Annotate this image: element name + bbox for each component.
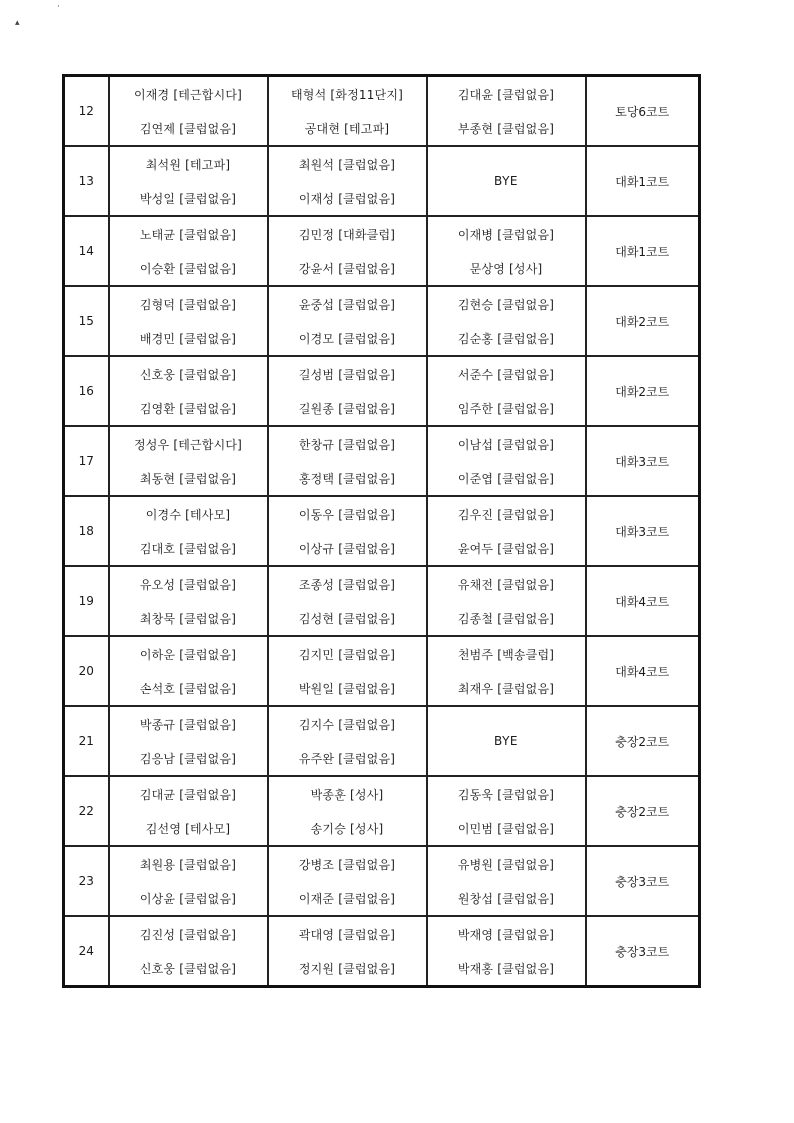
player-name: 최창묵 [클럽없음] — [139, 612, 237, 626]
team-pair — [269, 707, 426, 775]
team-pair — [428, 497, 585, 565]
player-name: 유주완 [클럽없음] — [298, 752, 396, 766]
team-cell — [427, 706, 586, 776]
player-name: 박재홍 [클럽없음] — [457, 962, 555, 976]
team-pair — [428, 217, 585, 285]
team-pair — [428, 847, 585, 915]
court-label: 충장2코트 — [615, 804, 670, 819]
player-name: 신호웅 [클럽없음] — [139, 368, 237, 382]
court-cell — [586, 916, 700, 987]
bracket-table — [62, 74, 701, 988]
bracket-body — [64, 76, 700, 987]
team-pair — [428, 287, 585, 355]
row-number-cell — [64, 916, 109, 987]
player-name: 윤여두 [클럽없음] — [457, 542, 555, 556]
row-number: 23 — [78, 874, 94, 888]
team-cell — [268, 636, 427, 706]
row-number-cell — [64, 636, 109, 706]
team-cell — [427, 776, 586, 846]
row-number-cell — [64, 776, 109, 846]
table-row — [64, 216, 700, 286]
team-pair — [269, 497, 426, 565]
row-number: 16 — [78, 384, 94, 398]
team-cell — [109, 356, 268, 426]
team-cell — [268, 146, 427, 216]
row-number: 14 — [78, 244, 94, 258]
row-number-cell — [64, 706, 109, 776]
row-number: 22 — [78, 804, 94, 818]
team-cell — [109, 76, 268, 147]
court-cell — [586, 356, 700, 426]
player-name: 한창규 [클럽없음] — [298, 438, 396, 452]
player-name: 서준수 [클럽없음] — [457, 368, 555, 382]
player-name: 유채전 [클럽없음] — [457, 578, 555, 592]
court-cell — [586, 776, 700, 846]
court-label: 토당6코트 — [615, 104, 670, 119]
court-cell — [586, 566, 700, 636]
team-pair — [428, 777, 585, 845]
team-cell — [268, 286, 427, 356]
player-name: 이상윤 [클럽없음] — [139, 892, 237, 906]
team-pair — [269, 637, 426, 705]
row-number-cell — [64, 356, 109, 426]
court-label: 대화2코트 — [615, 314, 670, 329]
row-number-cell — [64, 146, 109, 216]
team-cell — [268, 76, 427, 147]
court-cell — [586, 216, 700, 286]
court-cell — [586, 496, 700, 566]
team-cell — [427, 216, 586, 286]
player-name: 이상규 [클럽없음] — [298, 542, 396, 556]
player-name: 김선영 [테사모] — [145, 822, 231, 836]
team-pair — [428, 917, 585, 985]
row-number: 12 — [78, 104, 94, 118]
team-pair — [110, 567, 267, 635]
team-cell — [109, 286, 268, 356]
player-name: 김동욱 [클럽없음] — [457, 788, 555, 802]
player-name: 이준엽 [클럽없음] — [457, 472, 555, 486]
player-name: 박성일 [클럽없음] — [139, 192, 237, 206]
team-cell — [109, 496, 268, 566]
team-cell — [109, 846, 268, 916]
team-pair — [110, 147, 267, 215]
table-row — [64, 496, 700, 566]
team-pair — [110, 917, 267, 985]
team-pair — [269, 917, 426, 985]
player-name: 공대현 [테고파] — [304, 122, 390, 136]
player-name: 박원일 [클럽없음] — [298, 682, 396, 696]
player-name: 김대균 [클럽없음] — [139, 788, 237, 802]
team-pair — [428, 77, 585, 145]
player-name: 김응남 [클럽없음] — [139, 752, 237, 766]
player-name: 최동현 [클럽없음] — [139, 472, 237, 486]
table-row — [64, 776, 700, 846]
table-row — [64, 566, 700, 636]
court-label: 대화2코트 — [615, 384, 670, 399]
player-name: 김영환 [클럽없음] — [139, 402, 237, 416]
court-label: 대화4코트 — [615, 664, 670, 679]
team-cell — [427, 146, 586, 216]
player-name: 최석원 [테고파] — [145, 158, 231, 172]
team-cell — [268, 566, 427, 636]
court-label: 충장3코트 — [615, 874, 670, 889]
row-number-cell — [64, 496, 109, 566]
player-name: 길원종 [클럽없음] — [298, 402, 396, 416]
player-name: 김민정 [대화클럽] — [298, 228, 396, 242]
player-name: 신호웅 [클럽없음] — [139, 962, 237, 976]
court-cell — [586, 706, 700, 776]
player-name: 송기승 [성사] — [310, 822, 384, 836]
player-name: 원창섭 [클럽없음] — [457, 892, 555, 906]
player-name: 문상영 [성사] — [469, 262, 543, 276]
table-row — [64, 76, 700, 147]
table-row — [64, 426, 700, 496]
bye-label: BYE — [494, 174, 518, 188]
player-name: 김성현 [클럽없음] — [298, 612, 396, 626]
team-pair — [269, 567, 426, 635]
court-label: 대화3코트 — [615, 524, 670, 539]
court-label: 충장2코트 — [615, 734, 670, 749]
player-name: 김현승 [클럽없음] — [457, 298, 555, 312]
player-name: 윤중섭 [클럽없음] — [298, 298, 396, 312]
player-name: 홍정택 [클럽없음] — [298, 472, 396, 486]
court-label: 대화3코트 — [615, 454, 670, 469]
row-number-cell — [64, 566, 109, 636]
team-pair — [110, 357, 267, 425]
player-name: 김대윤 [클럽없음] — [457, 88, 555, 102]
team-pair — [110, 427, 267, 495]
player-name: 김종철 [클럽없음] — [457, 612, 555, 626]
scan-speck: · — [57, 2, 60, 12]
table-row — [64, 846, 700, 916]
team-pair — [110, 217, 267, 285]
court-label: 대화4코트 — [615, 594, 670, 609]
player-name: 최재우 [클럽없음] — [457, 682, 555, 696]
team-cell — [109, 426, 268, 496]
player-name: 정성우 [테근합시다] — [133, 438, 243, 452]
team-pair — [269, 847, 426, 915]
player-name: 천범주 [백송클럽] — [457, 648, 555, 662]
row-number: 24 — [78, 944, 94, 958]
court-cell — [586, 636, 700, 706]
player-name: 김순홍 [클럽없음] — [457, 332, 555, 346]
team-cell — [268, 216, 427, 286]
player-name: 이동우 [클럽없음] — [298, 508, 396, 522]
row-number: 17 — [78, 454, 94, 468]
team-cell — [427, 76, 586, 147]
player-name: 이민범 [클럽없음] — [457, 822, 555, 836]
player-name: 손석호 [클럽없음] — [139, 682, 237, 696]
player-name: 이남섭 [클럽없음] — [457, 438, 555, 452]
team-pair — [428, 637, 585, 705]
player-name: 강병조 [클럽없음] — [298, 858, 396, 872]
team-cell — [268, 706, 427, 776]
court-label: 충장3코트 — [615, 944, 670, 959]
player-name: 곽대영 [클럽없음] — [298, 928, 396, 942]
player-name: 유병원 [클럽없음] — [457, 858, 555, 872]
player-name: 조종성 [클럽없음] — [298, 578, 396, 592]
player-name: 김형덕 [클럽없음] — [139, 298, 237, 312]
player-name: 이하운 [클럽없음] — [139, 648, 237, 662]
team-pair — [110, 287, 267, 355]
player-name: 최원용 [클럽없음] — [139, 858, 237, 872]
table-row — [64, 706, 700, 776]
player-name: 이경모 [클럽없음] — [298, 332, 396, 346]
team-cell — [268, 356, 427, 426]
team-cell — [109, 706, 268, 776]
team-cell — [427, 916, 586, 987]
player-name: 김대호 [클럽없음] — [139, 542, 237, 556]
team-cell — [427, 846, 586, 916]
player-name: 이승환 [클럽없음] — [139, 262, 237, 276]
team-pair — [428, 357, 585, 425]
table-row — [64, 636, 700, 706]
team-cell — [268, 776, 427, 846]
team-cell — [109, 776, 268, 846]
court-cell — [586, 76, 700, 147]
bye-label: BYE — [494, 734, 518, 748]
team-cell — [427, 496, 586, 566]
team-cell — [109, 566, 268, 636]
team-pair — [269, 77, 426, 145]
row-number: 20 — [78, 664, 94, 678]
team-pair — [428, 427, 585, 495]
player-name: 강윤서 [클럽없음] — [298, 262, 396, 276]
team-cell — [268, 916, 427, 987]
court-cell — [586, 146, 700, 216]
player-name: 김우진 [클럽없음] — [457, 508, 555, 522]
row-number: 15 — [78, 314, 94, 328]
row-number: 19 — [78, 594, 94, 608]
row-number-cell — [64, 216, 109, 286]
team-pair — [428, 567, 585, 635]
court-label: 대화1코트 — [615, 174, 670, 189]
player-name: 유오성 [클럽없음] — [139, 578, 237, 592]
player-name: 김지수 [클럽없음] — [298, 718, 396, 732]
row-number: 13 — [78, 174, 94, 188]
team-pair — [269, 427, 426, 495]
player-name: 최원석 [클럽없음] — [298, 158, 396, 172]
player-name: 박종규 [클럽없음] — [139, 718, 237, 732]
row-number-cell — [64, 76, 109, 147]
player-name: 노태균 [클럽없음] — [139, 228, 237, 242]
court-cell — [586, 846, 700, 916]
team-pair — [269, 357, 426, 425]
player-name: 임주한 [클럽없음] — [457, 402, 555, 416]
player-name: 길성범 [클럽없음] — [298, 368, 396, 382]
player-name: 김연제 [클럽없음] — [139, 122, 237, 136]
team-cell — [427, 636, 586, 706]
row-number: 18 — [78, 524, 94, 538]
team-pair — [269, 777, 426, 845]
player-name: 이재병 [클럽없음] — [457, 228, 555, 242]
player-name: 정지원 [클럽없음] — [298, 962, 396, 976]
team-cell — [109, 636, 268, 706]
row-number-cell — [64, 286, 109, 356]
player-name: 이재성 [클럽없음] — [298, 192, 396, 206]
row-number: 21 — [78, 734, 94, 748]
team-pair — [110, 847, 267, 915]
court-cell — [586, 286, 700, 356]
player-name: 이재경 [테근합시다] — [133, 88, 243, 102]
player-name: 이재준 [클럽없음] — [298, 892, 396, 906]
player-name: 이경수 [테사모] — [145, 508, 231, 522]
player-name: 박종훈 [성사] — [310, 788, 384, 802]
row-number-cell — [64, 846, 109, 916]
court-cell — [586, 426, 700, 496]
team-cell — [268, 496, 427, 566]
team-cell — [109, 146, 268, 216]
team-cell — [427, 426, 586, 496]
team-pair — [110, 497, 267, 565]
team-pair — [269, 147, 426, 215]
team-pair — [110, 777, 267, 845]
team-cell — [268, 846, 427, 916]
team-pair — [110, 637, 267, 705]
team-pair — [269, 217, 426, 285]
team-cell — [109, 916, 268, 987]
player-name: 태형석 [화정11단지] — [291, 88, 403, 102]
team-cell — [427, 566, 586, 636]
player-name: 부종현 [클럽없음] — [457, 122, 555, 136]
scan-speck: ▴ — [15, 18, 20, 28]
player-name: 김진성 [클럽없음] — [139, 928, 237, 942]
team-pair — [110, 77, 267, 145]
team-cell — [427, 286, 586, 356]
table-row — [64, 146, 700, 216]
player-name: 배경민 [클럽없음] — [139, 332, 237, 346]
team-pair — [269, 287, 426, 355]
table-row — [64, 286, 700, 356]
player-name: 김지민 [클럽없음] — [298, 648, 396, 662]
table-row — [64, 916, 700, 987]
team-cell — [268, 426, 427, 496]
team-cell — [109, 216, 268, 286]
row-number-cell — [64, 426, 109, 496]
player-name: 박재영 [클럽없음] — [457, 928, 555, 942]
table-row — [64, 356, 700, 426]
court-label: 대화1코트 — [615, 244, 670, 259]
team-cell — [427, 356, 586, 426]
team-pair — [110, 707, 267, 775]
